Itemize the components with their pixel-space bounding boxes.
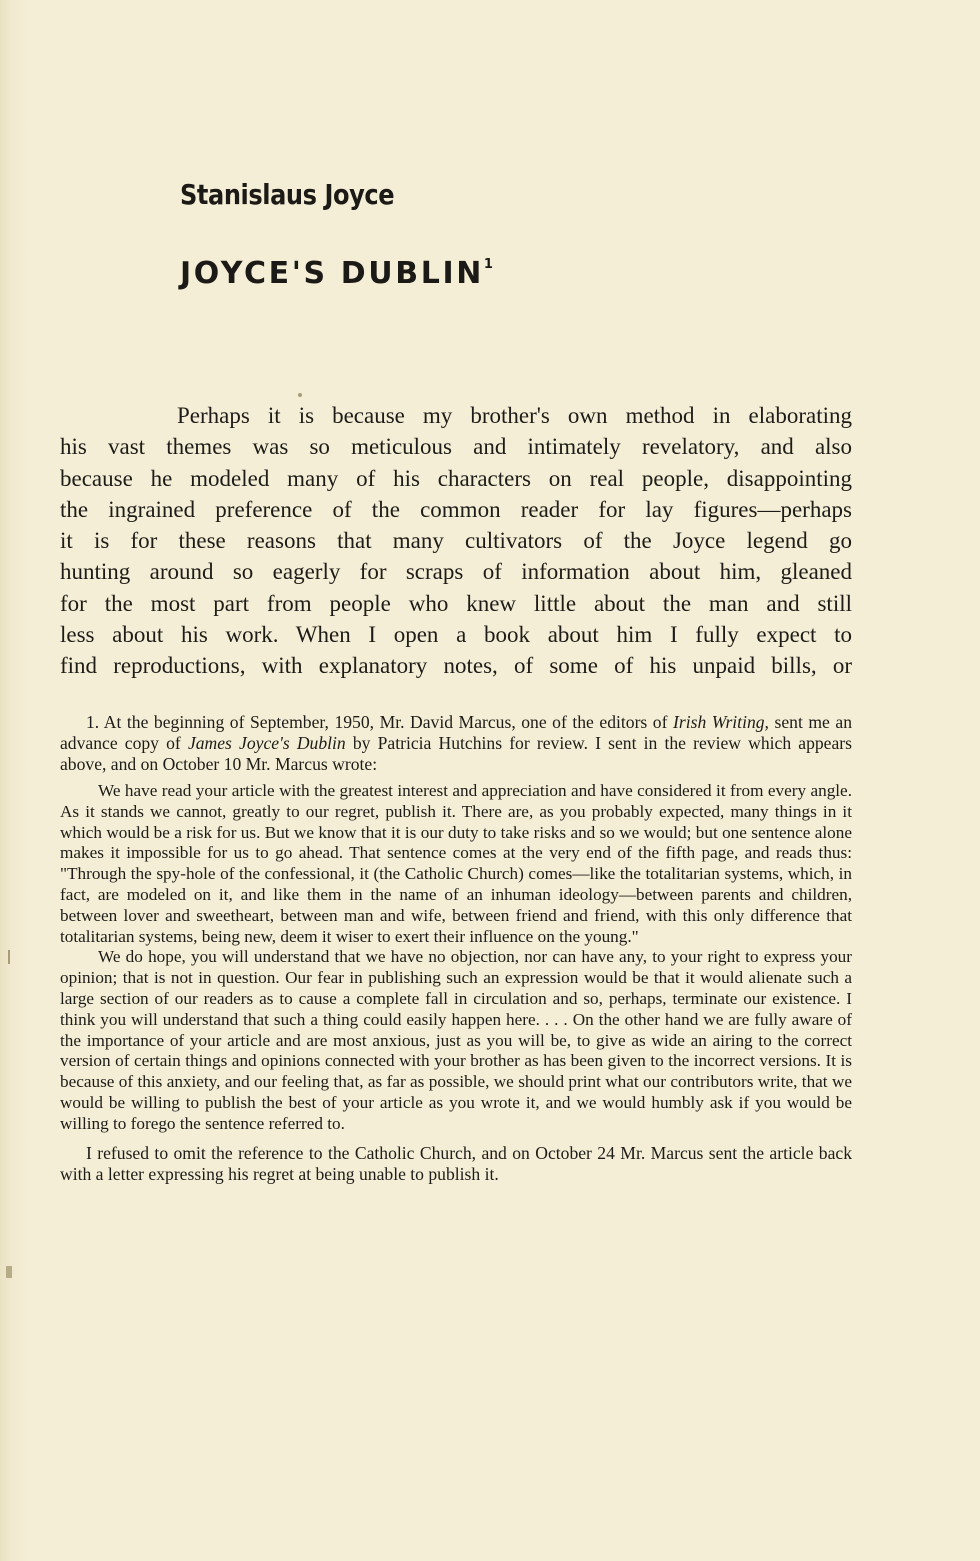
footnote-closing: I refused to omit the reference to the Catholic Church, and on October 24 Mr. Marcus sent the article back with a letter expressing his regret at being unable to publish it. bbox=[60, 1142, 852, 1184]
journal-name: Irish Writing, bbox=[673, 712, 769, 732]
footnote-intro bbox=[60, 712, 852, 775]
footnote-intro-text: sent me an advance copy of bbox=[60, 712, 852, 753]
footnote-intro-text: At the beginning of September, 1950, Mr. David Marcus, one of the editors of bbox=[103, 712, 673, 732]
quoted-letter-paragraph: We do hope, you will understand that we have no objection, nor can have any, to your right to express your opinion; that is not in question. Our fear in publishing such an expression would be that it would alienate such a large section of our readers as to cause a complete fall in circulation and so, perhaps, terminate our existence. I think you will understand that such a thing could easily happen here. . . . On the other hand we are fully aware of the importance of your article and are most anxious, just as you will be, to give as wide an airing to the correct version of certain things and opinions connected with your brother as has been given to the incorrect versions. It is because of this anxiety, and our feeling that, as far as possible, we should print what our contributors write, that we would be willing to publish the best of your article as you wrote it, and we would humbly ask if you would be willing to forego the sentence referred to. bbox=[60, 947, 852, 1133]
body-line: find reproductions, with explanatory notes, of some of his unpaid bills, or bbox=[60, 653, 852, 679]
body-line: for the most part from people who knew little about the man and still bbox=[60, 590, 852, 616]
footnote bbox=[60, 712, 852, 1185]
body-line: because he modeled many of his characters on real people, disappointing bbox=[60, 465, 852, 491]
body-line: less about his work. When I open a book about him I fully expect to bbox=[60, 622, 852, 648]
margin-speck bbox=[8, 950, 10, 964]
footnote-number: 1. bbox=[86, 712, 100, 732]
author-name: Stanislaus Joyce bbox=[180, 178, 395, 211]
footnote-intro-text: by Patricia Hutchins for review. I sent in the review which appears above, and on October 10 Mr. Marcus wrote: bbox=[60, 733, 853, 774]
body-line: his vast themes was so meticulous and intimately revelatory, and also bbox=[60, 434, 852, 460]
book-title: James Joyce's Dublin bbox=[187, 733, 346, 753]
body-line: Perhaps it is because my brother's own method in elaborating bbox=[177, 403, 852, 428]
body-paragraph bbox=[60, 400, 852, 682]
margin-speck bbox=[298, 393, 302, 397]
body-line: hunting around so eagerly for scraps of information about him, gleaned bbox=[60, 559, 852, 585]
body-line: it is for these reasons that many cultivators of the Joyce legend go bbox=[60, 528, 852, 554]
quoted-letter-paragraph: We have read your article with the greatest interest and appreciation and have considered it from every angle. As it stands we cannot, greatly to our regret, publish it. There are, as you probably expected, many things in it which would be a risk for us. But we know that it is our duty to take risks and so we would; but one sentence alone makes it impossible for us to go ahead. That sentence comes at the very end of the fifth page, and reads thus: "Through the spy-hole of the confessional, it (the Catholic Church) comes—like the totalitarian systems, which, in fact, are modeled on it, and like them in the name of an inhuman ideology—between parents and children, between lover and sweetheart, between man and wife, between friend and friend, with this only difference that totalitarian systems, being new, deem it wiser to exert their influence on the young." bbox=[60, 781, 852, 946]
quoted-letter bbox=[60, 781, 852, 1135]
article-title bbox=[180, 256, 493, 291]
footnote-marker: 1 bbox=[483, 257, 493, 272]
margin-speck bbox=[6, 1266, 12, 1278]
article-title-text: JOYCE'S DUBLIN bbox=[180, 256, 484, 291]
body-line: the ingrained preference of the common reader for lay figures—perhaps bbox=[60, 496, 852, 522]
